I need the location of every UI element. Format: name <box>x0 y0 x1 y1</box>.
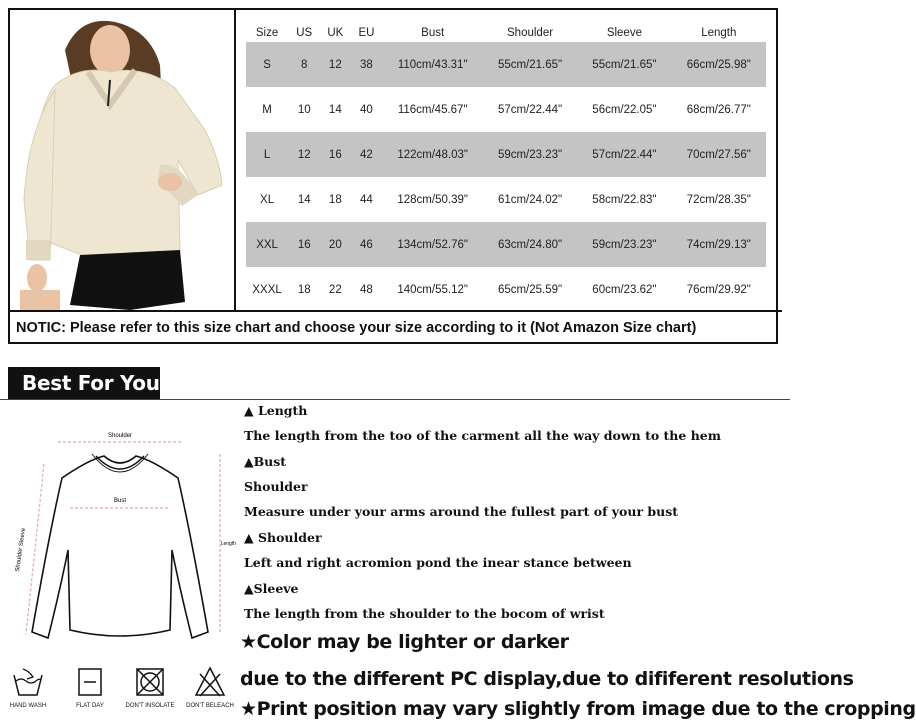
section-title: Best For You <box>8 367 160 399</box>
table-cell: 57cm/22.44" <box>577 132 671 177</box>
hand-wash-icon <box>11 665 45 699</box>
table-cell: XL <box>260 193 275 206</box>
sleeve-description: The length from the shoulder to the bocom of wrist <box>244 606 605 621</box>
col-header: Sleeve <box>606 27 642 39</box>
col-header: Length <box>701 27 737 39</box>
sleeve-heading: ▲Sleeve <box>244 581 299 596</box>
col-header: Size <box>255 27 279 39</box>
table-cell: 46 <box>350 222 382 267</box>
product-photo <box>10 10 236 310</box>
table-cell: 74cm/29.13" <box>672 222 766 267</box>
table-cell: 134cm/52.76" <box>382 222 482 267</box>
table-cell: 58cm/22.83" <box>592 193 657 206</box>
table-cell: 76cm/29.92" <box>686 283 751 296</box>
table-cell: 18 <box>297 283 311 296</box>
table-cell: 44 <box>360 193 373 206</box>
table-row <box>246 87 766 132</box>
print-note: ★Print position may vary slightly from image due to the cropping <box>240 698 916 720</box>
table-cell: 59cm/23.23" <box>577 222 671 267</box>
table-cell: 66cm/25.98" <box>672 42 766 87</box>
col-header: US <box>296 27 313 39</box>
table-header-row <box>246 24 766 42</box>
care-item-dont-bleach <box>185 665 235 709</box>
care-item-flat-dry <box>65 665 115 709</box>
table-cell: XXL <box>246 222 288 267</box>
table-cell: XXXL <box>252 283 282 296</box>
dont-bleach-label: DON'T BELEACH <box>186 703 234 709</box>
hand-wash-label: HAND WASH <box>9 703 47 709</box>
table-cell: 110cm/43.31" <box>382 42 482 87</box>
table-row <box>246 222 766 267</box>
size-table <box>246 24 766 312</box>
table-cell: 8 <box>288 42 320 87</box>
table-cell: 63cm/24.80" <box>483 222 577 267</box>
table-cell: 16 <box>288 222 320 267</box>
flat-dry-label: FLAT DAY <box>76 703 104 709</box>
table-cell: 12 <box>288 132 320 177</box>
table-row <box>246 177 766 222</box>
table-cell: 68cm/26.77" <box>686 103 751 116</box>
shoulder-heading: ▲ Shoulder <box>244 530 322 545</box>
table-cell: S <box>246 42 288 87</box>
table-cell: 55cm/21.65" <box>483 42 577 87</box>
table-cell: 55cm/21.65" <box>577 42 671 87</box>
col-header: UK <box>327 27 344 39</box>
measurement-diagram <box>0 420 240 660</box>
dont-bleach-icon <box>193 665 227 699</box>
bust-diagram-label: Bust <box>113 498 127 504</box>
shoulder-description: Left and right acromion pond the inear stance between <box>244 555 632 570</box>
table-cell: 38 <box>350 42 382 87</box>
flat-dry-icon <box>73 665 107 699</box>
table-cell: 140cm/55.12" <box>397 283 468 296</box>
shoulder-diagram-label: Shoulder <box>107 433 133 439</box>
sleeve-diagram-label: Shoulder Sleeve <box>14 527 28 573</box>
color-note: ★Color may be lighter or darker <box>240 631 569 653</box>
size-chart-notice: NOTIC: Please refer to this size chart and choose your size according to it (Not Amazon Size chart) <box>10 310 782 344</box>
table-cell: 70cm/27.56" <box>672 132 766 177</box>
dont-insolate-icon <box>133 665 167 699</box>
display-note: due to the different PC display,due to dififerent resolutions <box>240 668 854 690</box>
table-cell: 14 <box>328 103 342 116</box>
bust-description: Measure under your arms around the fullest part of your bust <box>244 504 679 519</box>
table-cell: 116cm/45.67" <box>397 103 468 116</box>
table-cell: 72cm/28.35" <box>686 193 751 206</box>
table-cell: 14 <box>297 193 311 206</box>
table-cell: 65cm/25.59" <box>497 283 563 296</box>
table-cell: M <box>262 103 272 116</box>
table-cell: 40 <box>360 103 373 116</box>
shoulder-label: Shoulder <box>244 479 308 494</box>
section-divider <box>0 399 790 400</box>
table-row <box>246 42 766 87</box>
table-cell: 16 <box>320 132 350 177</box>
table-cell: 59cm/23.23" <box>483 132 577 177</box>
table-cell: 10 <box>297 103 311 116</box>
length-diagram-label: Length <box>220 541 236 547</box>
col-header: EU <box>358 27 375 39</box>
length-heading: ▲ Length <box>244 403 308 418</box>
table-cell: 61cm/24.02" <box>497 193 563 206</box>
table-cell: 12 <box>320 42 350 87</box>
col-header: Shoulder <box>507 27 554 39</box>
table-cell: 128cm/50.39" <box>397 193 468 206</box>
table-cell: L <box>246 132 288 177</box>
table-cell: 20 <box>320 222 350 267</box>
size-chart-frame <box>8 8 778 344</box>
table-cell: 22 <box>328 283 342 296</box>
care-item-dont-insolate <box>125 665 175 709</box>
table-cell: 122cm/48.03" <box>382 132 482 177</box>
table-cell: 18 <box>328 193 342 206</box>
size-table-area <box>236 10 776 310</box>
table-cell: 57cm/22.44" <box>497 103 563 116</box>
table-cell: 48 <box>360 283 373 296</box>
table-cell: 56cm/22.05" <box>592 103 657 116</box>
table-row <box>246 132 766 177</box>
care-item-hand-wash <box>3 665 53 709</box>
col-header: Bust <box>421 27 445 39</box>
table-row <box>246 267 766 312</box>
bust-heading: ▲Bust <box>244 454 287 469</box>
table-cell: 60cm/23.62" <box>592 283 657 296</box>
length-description: The length from the too of the carment all the way down to the hem <box>244 428 721 443</box>
dont-insolate-label: DON'T INSOLATE <box>125 703 175 709</box>
table-cell: 42 <box>350 132 382 177</box>
